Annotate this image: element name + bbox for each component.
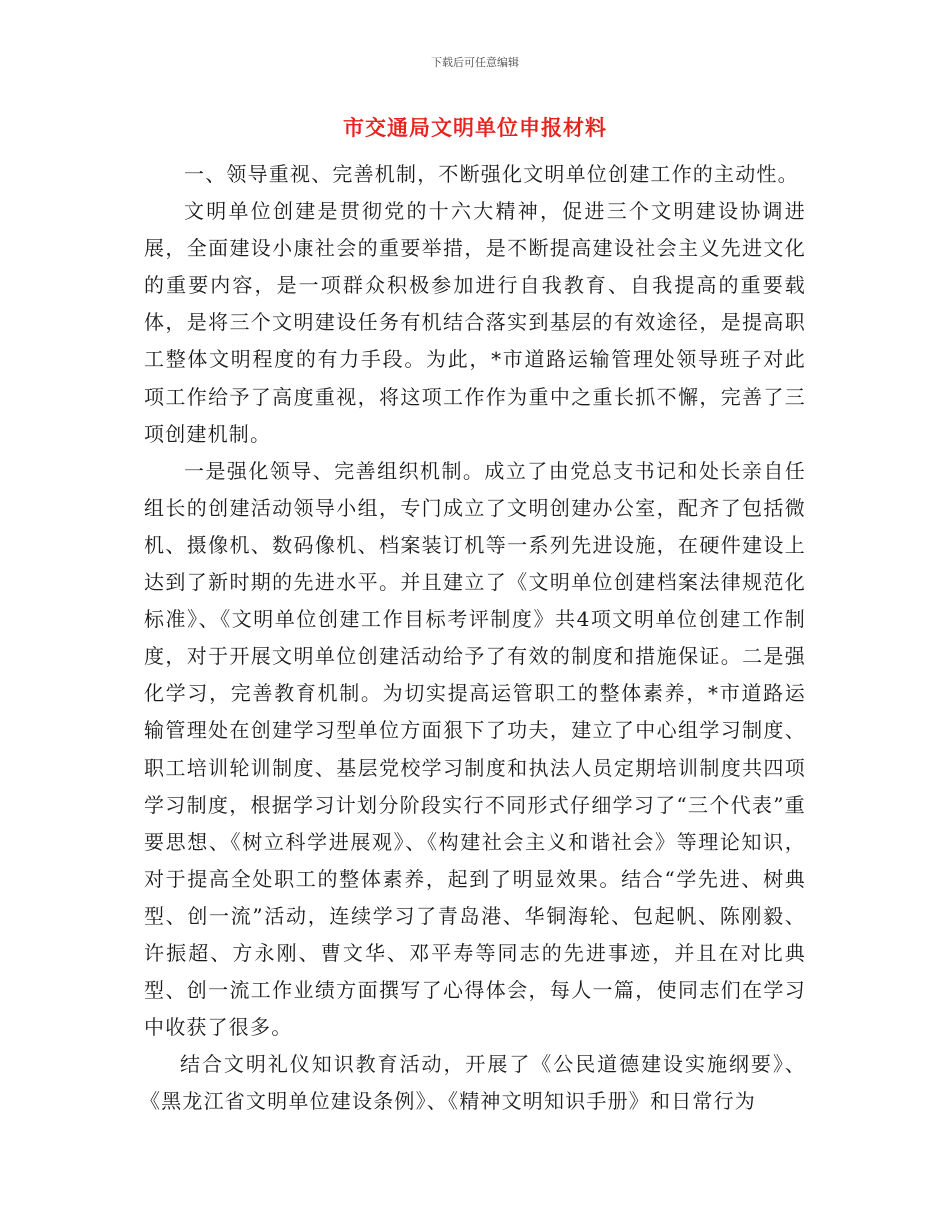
header-note: 下载后可任意编辑 <box>431 56 519 69</box>
document-title: 市交通局文明单位申报材料 <box>343 115 607 140</box>
paragraph: 结合文明礼仪知识教育活动，开展了《公民道德建设实施纲要》、《黑龙江省文明单位建设条例》、《精神文明知识手册》和日常行为 <box>140 1052 806 1114</box>
paragraph: 一是强化领导、完善组织机制。成立了由党总支书记和处长亲自任组长的创建活动领导小组，专门成立了文明创建办公室，配齐了包括微机、摄像机、数码像机、档案装订机等一系列先进设施，在硬件建设上达到了新时期的先进水平。并且建立了《文明单位创建档案法律规范化标准》、《文明单位创建工作目标考评制度》共4项文明单位创建工作制度，对于开展文明单位创建活动给予了有效的制度和措施保证。二是强化学习，完善教育机制。为切实提高运管职工的整体素养，*市道路运输管理处在创建学习型单位方面狠下了功夫，建立了中心组学习制度、职工培训轮训制度、基层党校学习制度和执法人员定期培训制度共四项学习制度，根据学习计划分阶段实行不同形式仔细学习了“三个代表”重要思想、《树立科学进展观》、《构建社会主义和谐社会》等理论知识，对于提高全处职工的整体素养，起到了明显效果。结合“学先进、树典型、创一流”活动，连续学习了青岛港、华铜海轮、包起帆、陈刚毅、许振超、方永刚、曹文华、邓平寿等同志的先进事迹，并且在对比典型、创一流工作业绩方面撰写了心得体会，每人一篇，使同志们在学习中收获了很多。 <box>144 458 806 1040</box>
paragraph: 文明单位创建是贯彻党的十六大精神，促进三个文明建设协调进展，全面建设小康社会的重要举措，是不断提高建设社会主义先进文化的重要内容，是一项群众积极参加进行自我教育、自我提高的重要载体，是将三个文明建设任务有机结合落实到基层的有效途径，是提高职工整体文明程度的有力手段。为此，*市道路运输管理处领导班子对此项工作给予了高度重视，将这项工作作为重中之重长抓不懈，完善了三项创建机制。 <box>144 199 806 446</box>
paragraph-heading-1: 一、领导重视、完善机制，不断强化文明单位创建工作的主动性。 <box>184 162 799 186</box>
document-body <box>140 156 806 1120</box>
